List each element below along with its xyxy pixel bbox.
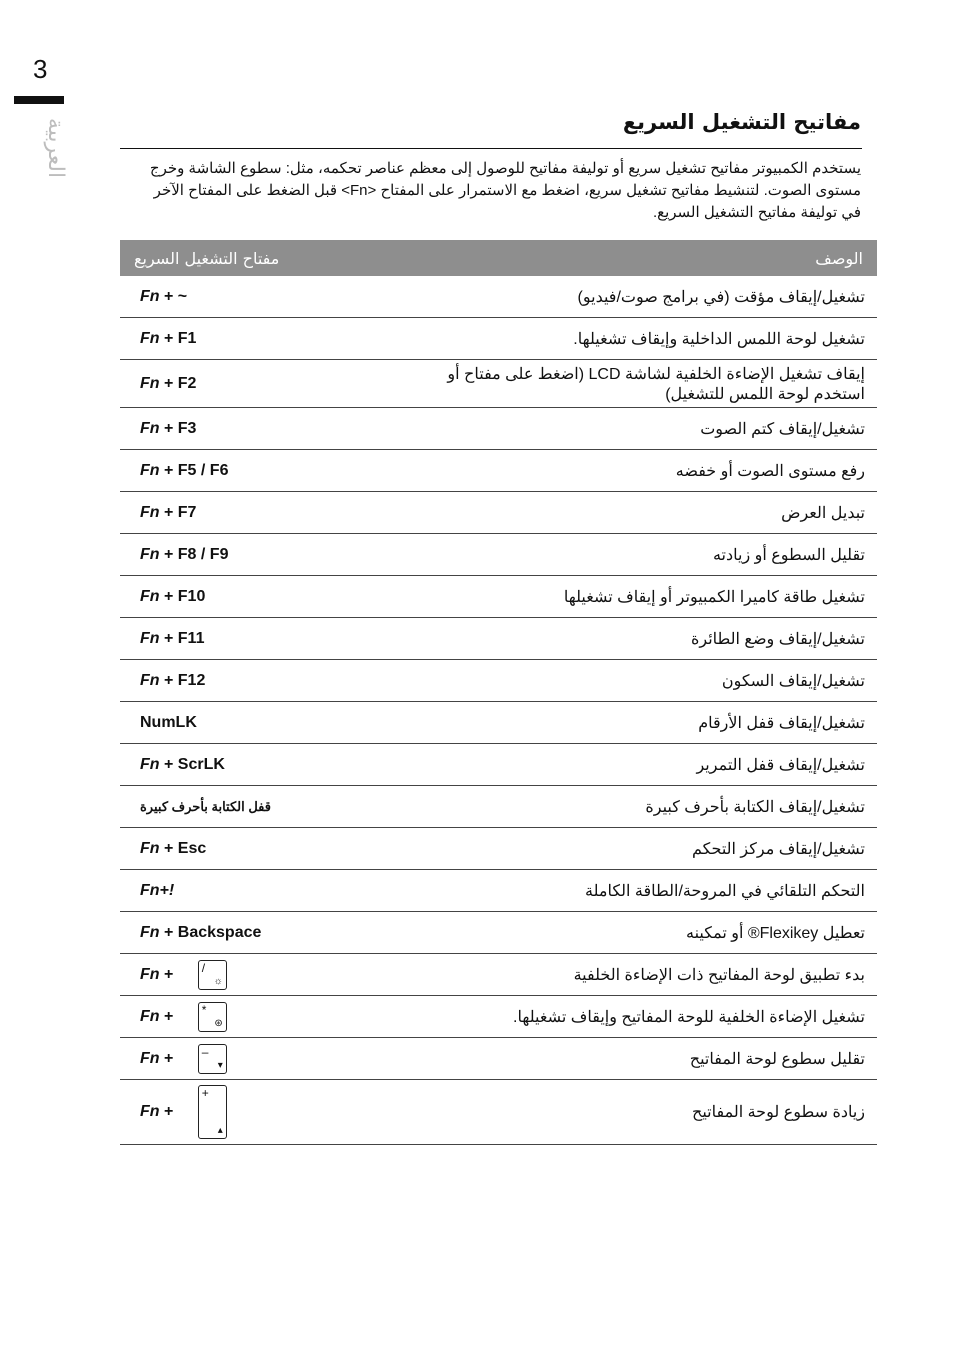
table-row: [120, 360, 877, 408]
description-cell: تشغيل/إيقاف السكون: [382, 660, 877, 702]
hotkey-cell: [120, 618, 382, 660]
table-row: [120, 1038, 877, 1080]
description-cell: تبديل العرض: [382, 492, 877, 534]
table-row: [120, 492, 877, 534]
page-number: 3: [33, 54, 48, 84]
table-row: [120, 318, 877, 360]
fn-label: Fn: [140, 1103, 160, 1121]
key-label: + Backspace: [159, 923, 262, 941]
description-cell: تقليل سطوع لوحة المفاتيح: [382, 1038, 877, 1080]
key-label: + ~: [159, 287, 188, 305]
hotkey-cell: [120, 360, 382, 408]
fn-label: Fn: [140, 1007, 160, 1025]
key-label: +!: [159, 881, 175, 899]
side-tab-marker: [14, 96, 64, 104]
description-cell: تشغيل/إيقاف قفل الأرقام: [382, 702, 877, 744]
description-cell: إيقاف تشغيل الإضاءة الخلفية لشاشة LCD (اضغط على مفتاح أو استخدم لوحة اللمس للتشغيل): [382, 360, 877, 408]
table-row: [120, 408, 877, 450]
fn-label: Fn: [140, 839, 160, 857]
key-label: + F3: [159, 419, 197, 437]
key-label: + ScrLK: [159, 755, 225, 773]
description-cell: تشغيل/إيقاف كتم الصوت: [382, 408, 877, 450]
intro-paragraph: يستخدم الكمبيوتر مفاتيح تشغيل سريع أو توليفة مفاتيح للوصول إلى معظم عناصر تحكمه، مثل: سطوع الشاشة وخرج مستوى الصوت. لتنشيط مفاتيح تشغيل سريع، اضغط مع الاستمرار على المفتاح <Fn> قبل الضغط على المفتاح الآخر في توليفة مفاتيح التشغيل السريع.: [149, 160, 861, 221]
header-hotkey: مفتاح التشغيل السريع: [120, 240, 382, 276]
backlight-effect-icon: / ☼: [198, 960, 227, 990]
description-cell: تشغيل/إيقاف مركز التحكم: [382, 828, 877, 870]
fn-label: Fn: [140, 461, 160, 479]
description-cell: بدء تطبيق لوحة المفاتيح ذات الإضاءة الخلفية: [382, 954, 877, 996]
title-divider: [120, 148, 862, 149]
fn-label: Fn: [140, 374, 160, 392]
description-cell: التحكم التلقائي في المروحة/الطاقة الكاملة: [382, 870, 877, 912]
fn-label: Fn: [140, 329, 160, 347]
fn-label: Fn: [140, 671, 160, 689]
key-label: + F8 / F9: [159, 545, 229, 563]
hotkey-cell: [120, 576, 382, 618]
fn-label: Fn: [140, 923, 160, 941]
fn-label: Fn: [140, 965, 160, 983]
description-cell: تشغيل/إيقاف وضع الطائرة: [382, 618, 877, 660]
table-row: [120, 534, 877, 576]
backlight-decrease-icon: – ▾: [198, 1044, 227, 1074]
section-title: مفاتيح التشغيل السريع: [622, 110, 861, 134]
fn-label: Fn: [140, 419, 160, 437]
fn-label: Fn: [140, 881, 160, 899]
hotkey-cell: [120, 1038, 382, 1080]
key-label: + F10: [159, 587, 206, 605]
fn-label: Fn: [140, 755, 160, 773]
hotkey-cell: [120, 996, 382, 1038]
description-cell: زيادة سطوع لوحة المفاتيح: [382, 1080, 877, 1145]
key-label: +: [159, 1049, 178, 1067]
hotkey-cell: [120, 450, 382, 492]
key-label: + F11: [159, 629, 205, 647]
table-row: [120, 744, 877, 786]
table-row: [120, 954, 877, 996]
description-cell: تشغيل لوحة اللمس الداخلية وإيقاف تشغيلها.: [382, 318, 877, 360]
header-description: الوصف: [382, 240, 877, 276]
table-row: [120, 576, 877, 618]
table-row: [120, 276, 877, 318]
fn-label: Fn: [140, 629, 160, 647]
hotkey-cell: [120, 954, 382, 996]
hotkey-cell: [120, 912, 382, 954]
key-label: + F2: [159, 374, 197, 392]
hotkey-cell: [120, 1080, 382, 1145]
key-label: +: [159, 1007, 178, 1025]
table-row: [120, 828, 877, 870]
fn-label: Fn: [140, 287, 160, 305]
hotkey-cell: [120, 276, 382, 318]
key-label: NumLK: [140, 713, 197, 731]
description-cell: تشغيل/إيقاف مؤقت (في برامج صوت/فيديو): [382, 276, 877, 318]
fn-label: Fn: [140, 503, 160, 521]
fn-label: Fn: [140, 587, 160, 605]
description-cell: تشغيل/إيقاف الكتابة بأحرف كبيرة: [382, 786, 877, 828]
description-cell: تشغيل طاقة كاميرا الكمبيوتر أو إيقاف تشغيلها: [382, 576, 877, 618]
table-row: [120, 618, 877, 660]
table-row: [120, 996, 877, 1038]
hotkey-cell: [120, 870, 382, 912]
hotkey-cell: [120, 660, 382, 702]
description-cell: رفع مستوى الصوت أو خفضه: [382, 450, 877, 492]
hotkey-cell: [120, 318, 382, 360]
key-label: + F12: [159, 671, 206, 689]
hotkey-cell: [120, 828, 382, 870]
hotkey-cell: [120, 492, 382, 534]
table-row: [120, 702, 877, 744]
table-row: [120, 786, 877, 828]
table-header-row: [120, 240, 877, 276]
fn-label: Fn: [140, 545, 160, 563]
hotkey-table: [120, 240, 877, 1145]
backlight-increase-icon: + ▴: [198, 1085, 227, 1139]
hotkey-cell: [120, 744, 382, 786]
fn-label: Fn: [140, 1049, 160, 1067]
table-row: [120, 912, 877, 954]
key-label: + F7: [159, 503, 197, 521]
table-row: [120, 870, 877, 912]
key-label: + F1: [159, 329, 197, 347]
key-label: + F5 / F6: [159, 461, 229, 479]
hotkey-cell: [120, 702, 382, 744]
description-cell: تشغيل/إيقاف قفل التمرير: [382, 744, 877, 786]
hotkey-cell: [120, 534, 382, 576]
hotkey-cell: [120, 408, 382, 450]
key-label: + Esc: [159, 839, 207, 857]
table-row: [120, 450, 877, 492]
description-cell: تقليل السطوع أو زيادته: [382, 534, 877, 576]
key-label: قفل الكتابة بأحرف كبيرة: [140, 798, 271, 814]
backlight-toggle-icon: * ⊛: [198, 1002, 227, 1032]
table-row: [120, 1080, 877, 1145]
hotkey-cell: [120, 786, 382, 828]
side-language-label: العربية: [43, 118, 68, 179]
key-label: +: [159, 965, 178, 983]
description-cell: تشغيل الإضاءة الخلفية للوحة المفاتيح وإيقاف تشغيلها.: [382, 996, 877, 1038]
table-row: [120, 660, 877, 702]
key-label: +: [159, 1103, 178, 1121]
description-cell: تعطيل Flexikey® أو تمكينه: [382, 912, 877, 954]
